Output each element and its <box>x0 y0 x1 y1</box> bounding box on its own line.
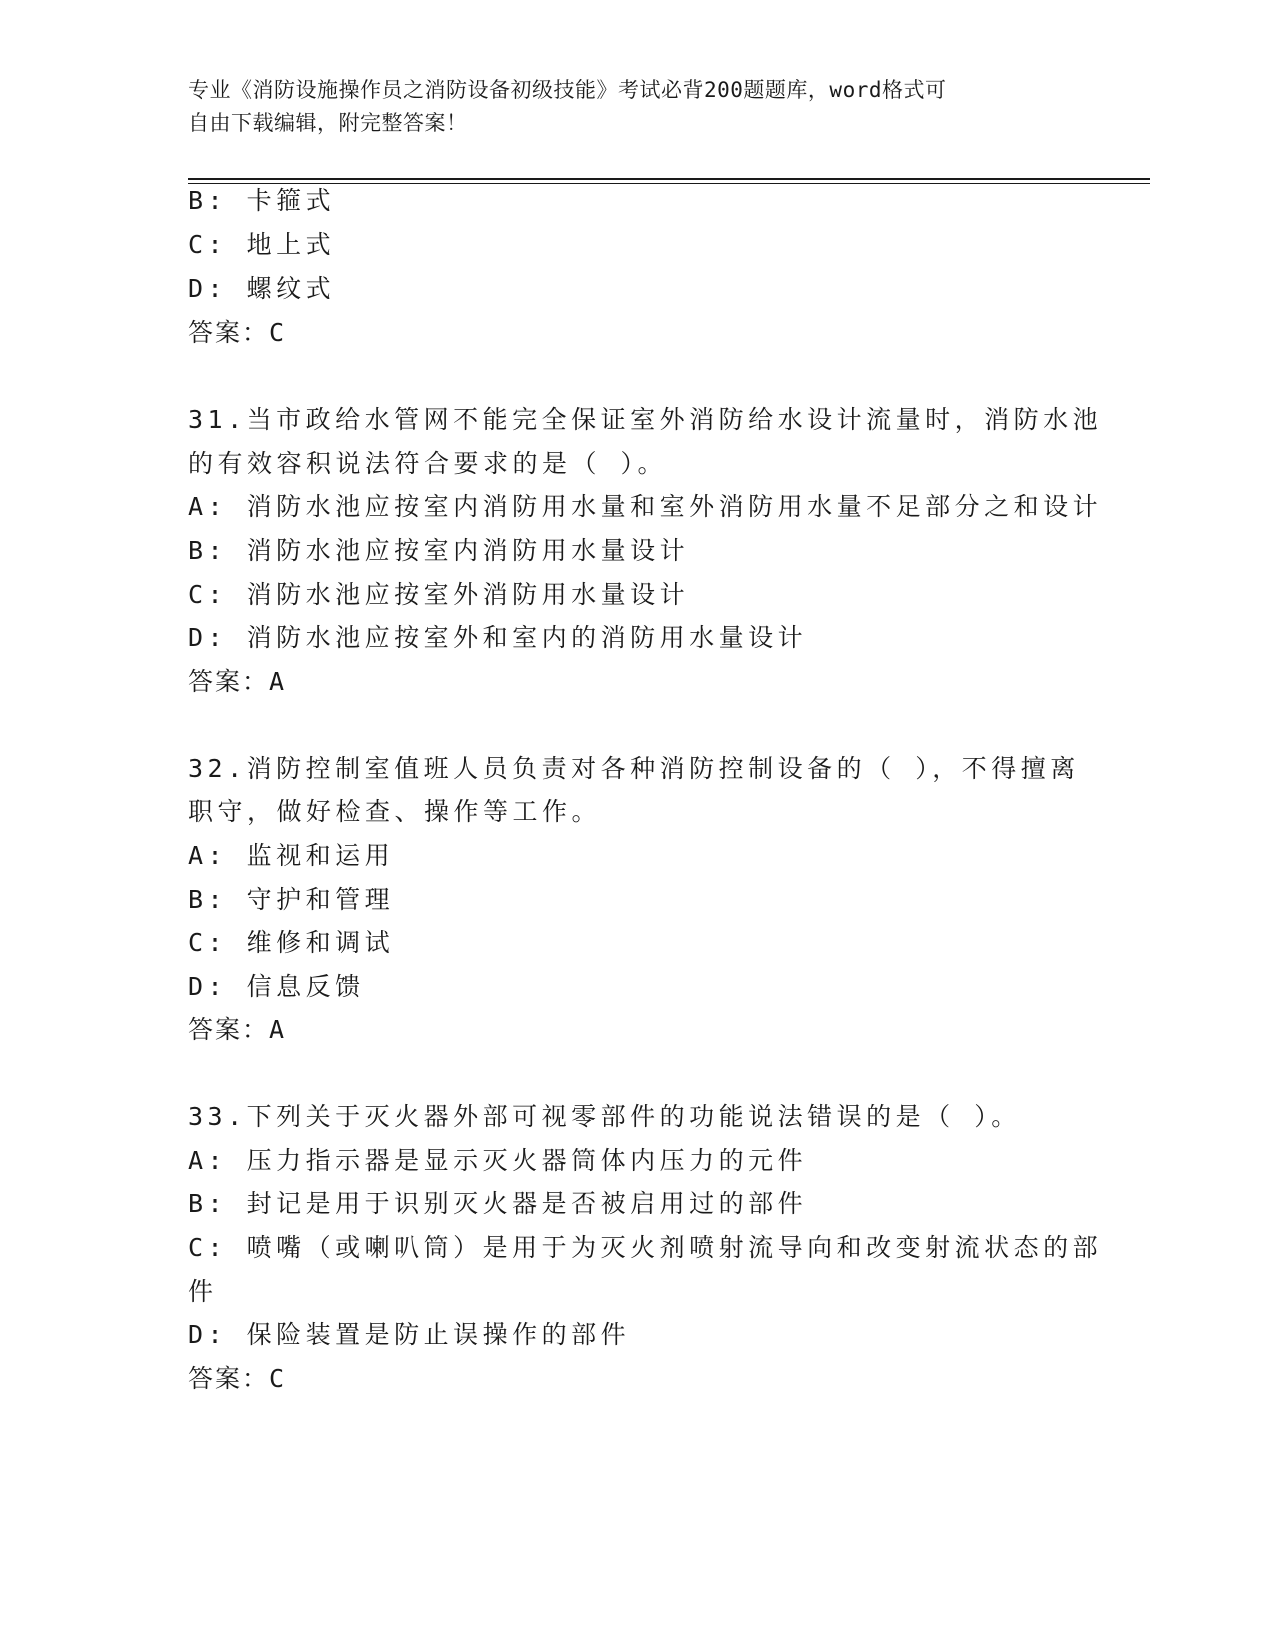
header-line-2: 自由下载编辑，附完整答案！ <box>188 111 468 135</box>
q33-option-c-line-2: 件 <box>188 1277 218 1306</box>
q32-option-b: B: 守护和管理 <box>188 885 395 914</box>
q31-option-b: B: 消防水池应按室内消防用水量设计 <box>188 536 690 565</box>
answer-label: 答案： <box>188 1015 270 1044</box>
q32-option-d: D: 信息反馈 <box>188 972 365 1001</box>
q32-stem-line-1: 32.消防控制室值班人员负责对各种消防控制设备的（ ），不得擅离 <box>188 754 1080 783</box>
answer-value: A <box>269 1015 286 1044</box>
q33-option-c-line-1: C: 喷嘴（或喇叭筒）是用于为灭火剂喷射流导向和改变射流状态的部 <box>188 1233 1103 1262</box>
q33-stem: 33.下列关于灭火器外部可视零部件的功能说法错误的是（ ）。 <box>188 1102 1021 1131</box>
q33-option-d: D: 保险装置是防止误操作的部件 <box>188 1320 631 1349</box>
prev-option-b: B: 卡箍式 <box>188 186 336 215</box>
header-line-1: 专业《消防设施操作员之消防设备初级技能》考试必背200题题库，word格式可 <box>188 78 947 102</box>
prev-option-c: C: 地上式 <box>188 230 336 259</box>
q31-stem-line-1: 31.当市政给水管网不能完全保证室外消防给水设计流量时，消防水池 <box>188 405 1103 434</box>
answer-label: 答案： <box>188 1364 270 1393</box>
q33-option-b: B: 封记是用于识别灭火器是否被启用过的部件 <box>188 1189 808 1218</box>
answer-value: C <box>269 1364 286 1393</box>
q31-stem-line-2: 的有效容积说法符合要求的是（ ）。 <box>188 449 668 478</box>
q31-option-c: C: 消防水池应按室外消防用水量设计 <box>188 580 690 609</box>
header-rule-thick <box>188 178 1150 180</box>
answer-value: A <box>269 667 286 696</box>
answer-label: 答案： <box>188 667 270 696</box>
prev-option-d: D: 螺纹式 <box>188 274 336 303</box>
q31-answer <box>188 667 285 697</box>
q31-option-d: D: 消防水池应按室外和室内的消防用水量设计 <box>188 623 808 652</box>
document-header <box>188 74 1068 140</box>
q32-option-a: A: 监视和运用 <box>188 841 395 870</box>
q33-option-a: A: 压力指示器是显示灭火器筒体内压力的元件 <box>188 1146 808 1175</box>
prev-answer <box>188 318 285 348</box>
q32-option-c: C: 维修和调试 <box>188 928 395 957</box>
q31-option-a: A: 消防水池应按室内消防用水量和室外消防用水量不足部分之和设计 <box>188 492 1103 521</box>
q33-answer <box>188 1364 285 1394</box>
q32-answer <box>188 1015 285 1045</box>
header-rule-thin <box>188 183 1150 184</box>
answer-value: C <box>269 318 286 347</box>
q32-stem-line-2: 职守，做好检查、操作等工作。 <box>188 797 602 826</box>
answer-label: 答案： <box>188 318 270 347</box>
